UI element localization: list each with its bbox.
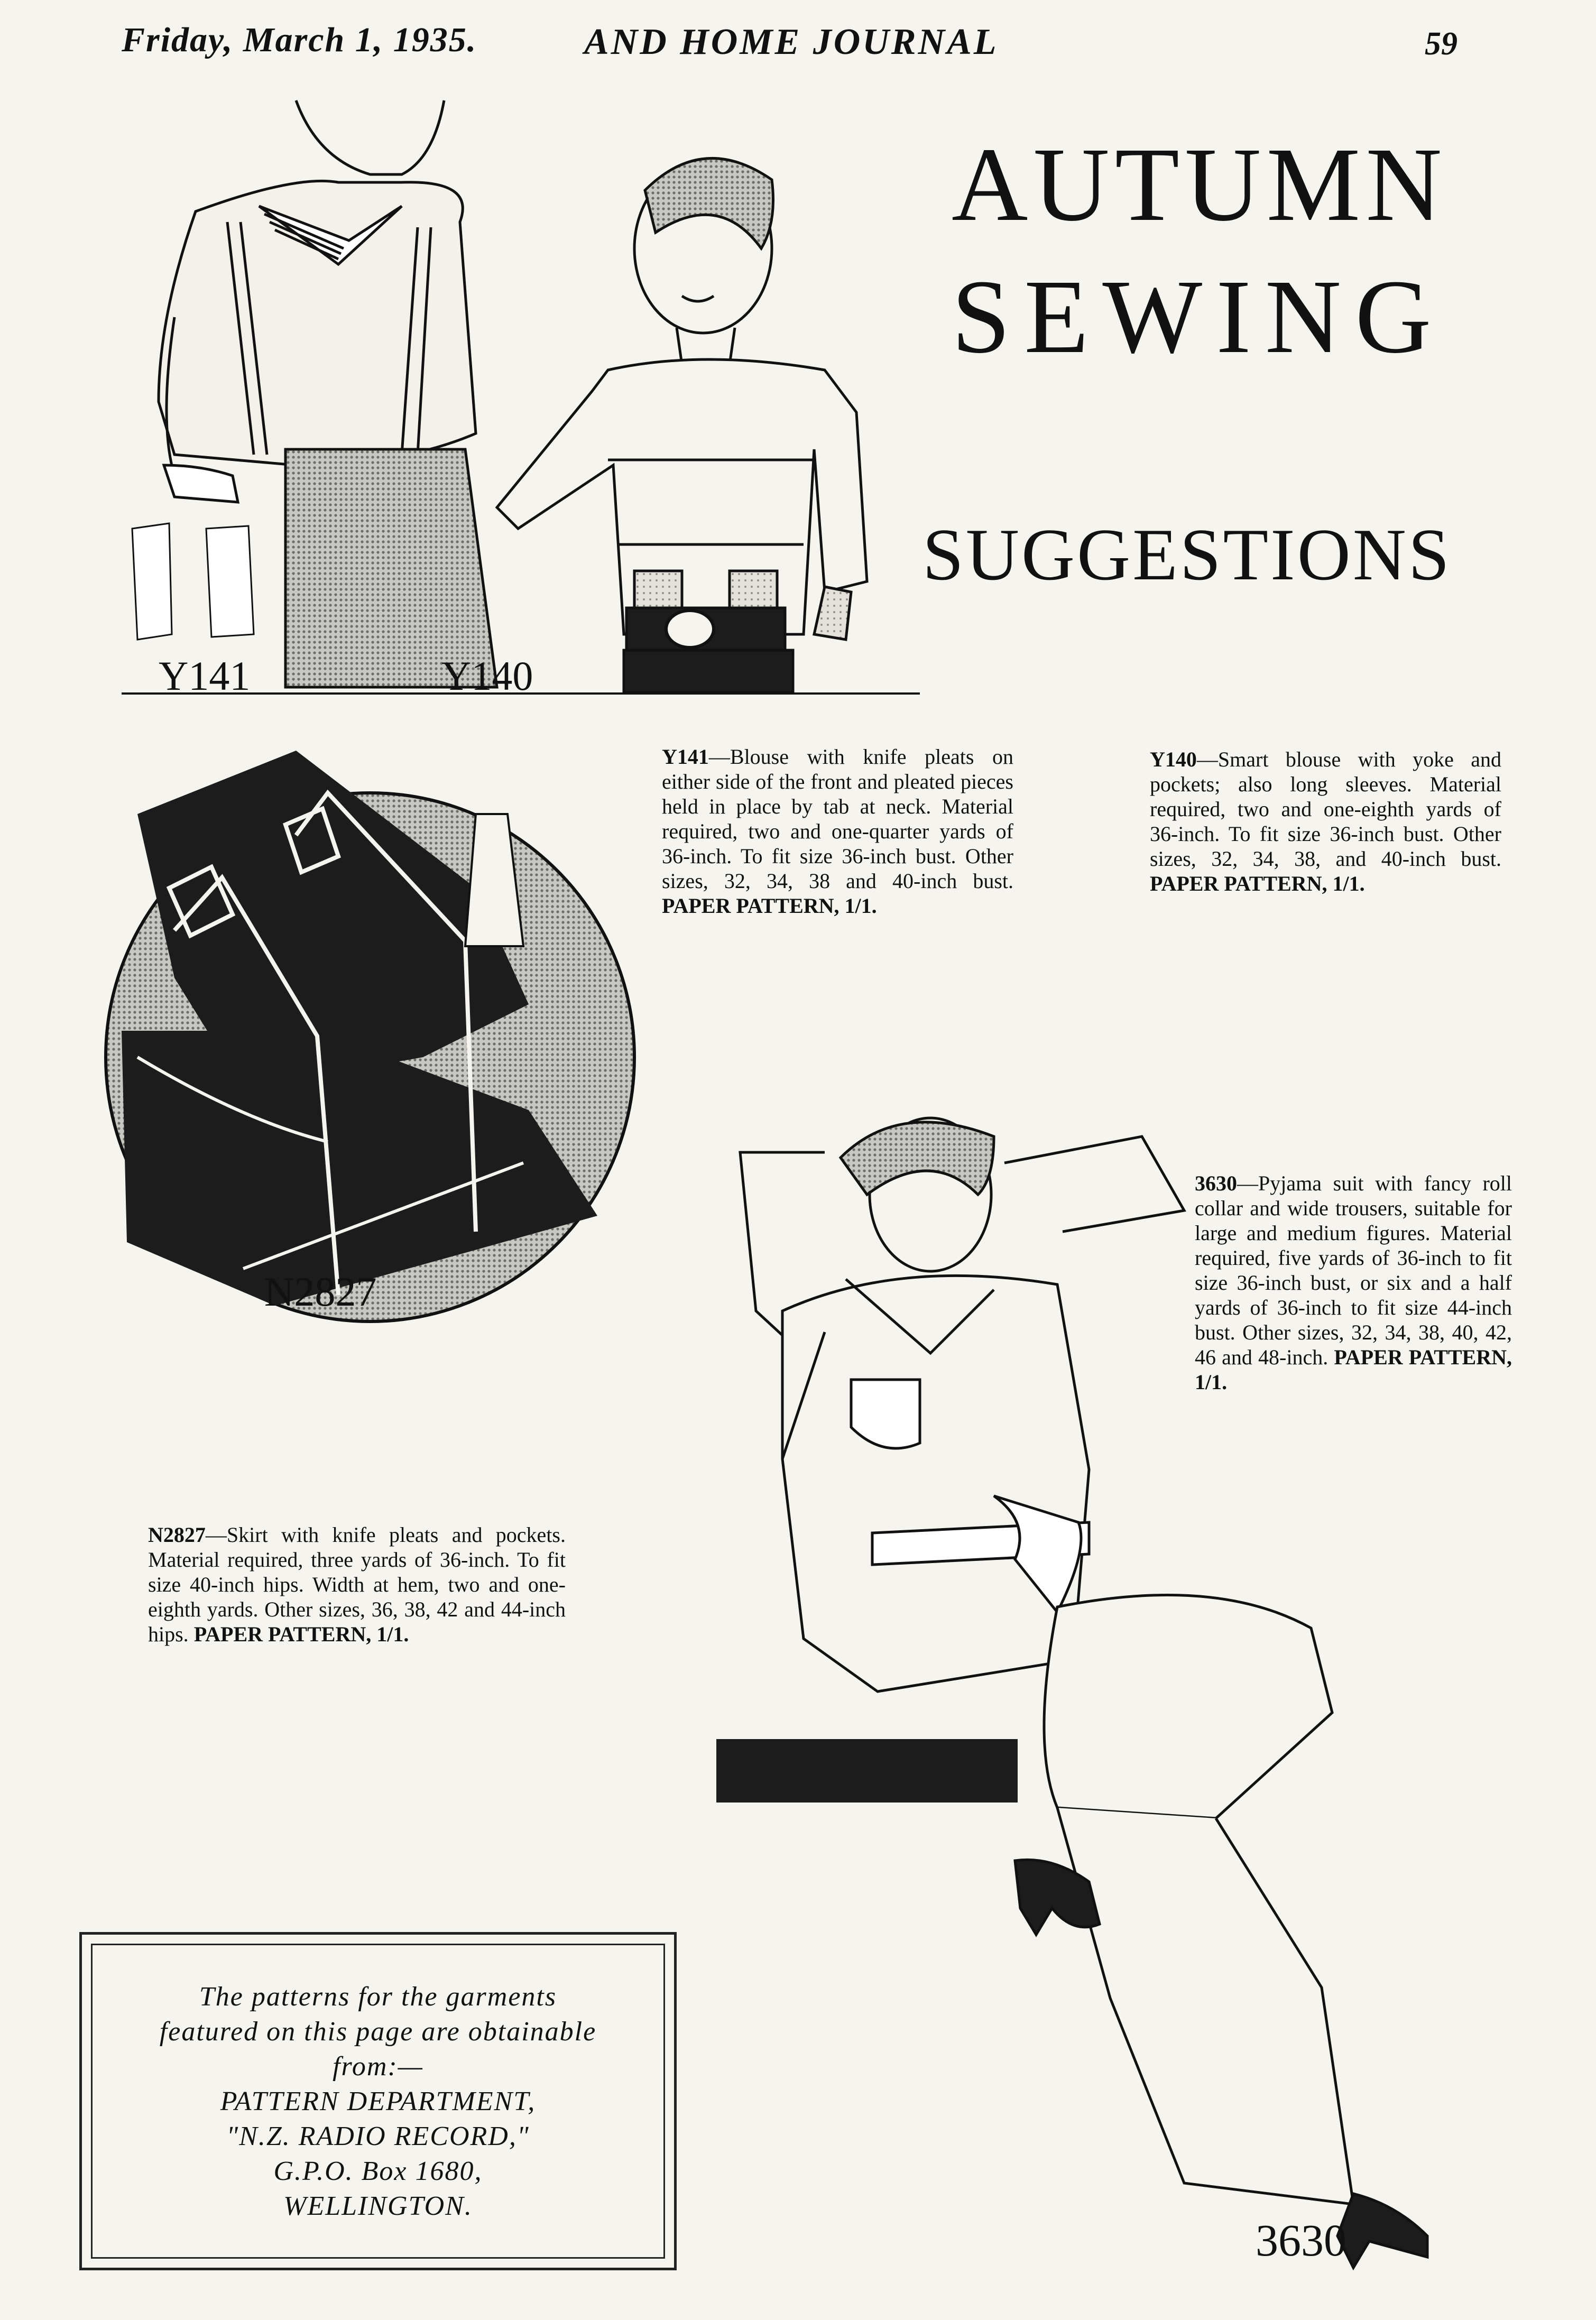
y140-label: Y140 [441,653,533,699]
notice-line-1: The patterns for the garments [199,1982,557,2012]
n2827-code: N2827 [148,1523,206,1547]
notice-line-4: PATTERN DEPARTMENT, [220,2086,536,2116]
notice-line-6: G.P.O. Box 1680, [273,2156,483,2186]
y141-text: —Blouse with knife pleats on either side of the front and pleated pieces held in place by tab at neck. Material required, two and one-quarter yards of 36-inch. To fit size 36-inch bust. Other sizes, 32, 34, 38 and 40-inch bust. [662,745,1013,893]
p3630-text: —Pyjama suit with fancy roll collar and wide trousers, suitable for large and medium figures. Material required, five yards of 36-inch to fit size 36-inch bust, or six and a half yards of 36-inch to fit size 44-inch bust. Other sizes, 32, 34, 38, 40, 42, 46 and 48-inch. [1195,1171,1512,1369]
y141-code: Y141 [662,745,709,769]
issue-date: Friday, March 1, 1935. [122,21,477,59]
y141-blouse-illustration [132,100,497,687]
y141-price: PAPER PATTERN, 1/1. [662,894,877,918]
n2827-price: PAPER PATTERN, 1/1. [193,1622,409,1646]
y140-code: Y140 [1150,747,1197,771]
n2827-description [148,1522,566,1647]
p3630-price: PAPER PATTERN, 1/1. [1195,1345,1512,1394]
notice-box [95,1980,661,2224]
y140-price: PAPER PATTERN, 1/1. [1150,872,1365,895]
p3630-description [1195,1171,1512,1394]
y140-blouse-illustration [497,159,867,693]
n2827-skirt-illustration [106,751,634,1321]
y140-description [1150,747,1501,896]
n2827-label: N2827 [264,1269,377,1315]
title-line-2: SEWING [952,258,1445,375]
y140-text: —Smart blouse with yoke and pockets; also long sleeves. Material required, two and one-eighth yards of 36-inch. To fit size 36-inch bust. Other sizes, 32, 34, 38, and 40-inch bust. [1150,747,1501,871]
n2827-text: —Skirt with knife pleats and pockets. Material required, three yards of 36-inch. To fit size 40-inch hips. Width at hem, two and one-eighth yards. Other sizes, 36, 38, 42 and 44-inch hips. [148,1523,566,1646]
notice-line-3: from:— [333,2051,423,2082]
notice-line-2: featured on this page are obtainable [159,2017,597,2047]
p3630-code: 3630 [1195,1171,1237,1195]
p3630-label: 3630 [1256,2215,1346,2266]
journal-name: AND HOME JOURNAL [584,22,999,62]
title-line-1: AUTUMN [952,126,1447,243]
page-number: 59 [1425,26,1457,62]
notice-line-5: "N.Z. RADIO RECORD," [226,2121,530,2151]
y141-label: Y141 [159,653,251,699]
notice-line-7: WELLINGTON. [283,2191,473,2221]
title-subtitle: SUGGESTIONS [922,514,1452,596]
y141-description [662,744,1013,918]
